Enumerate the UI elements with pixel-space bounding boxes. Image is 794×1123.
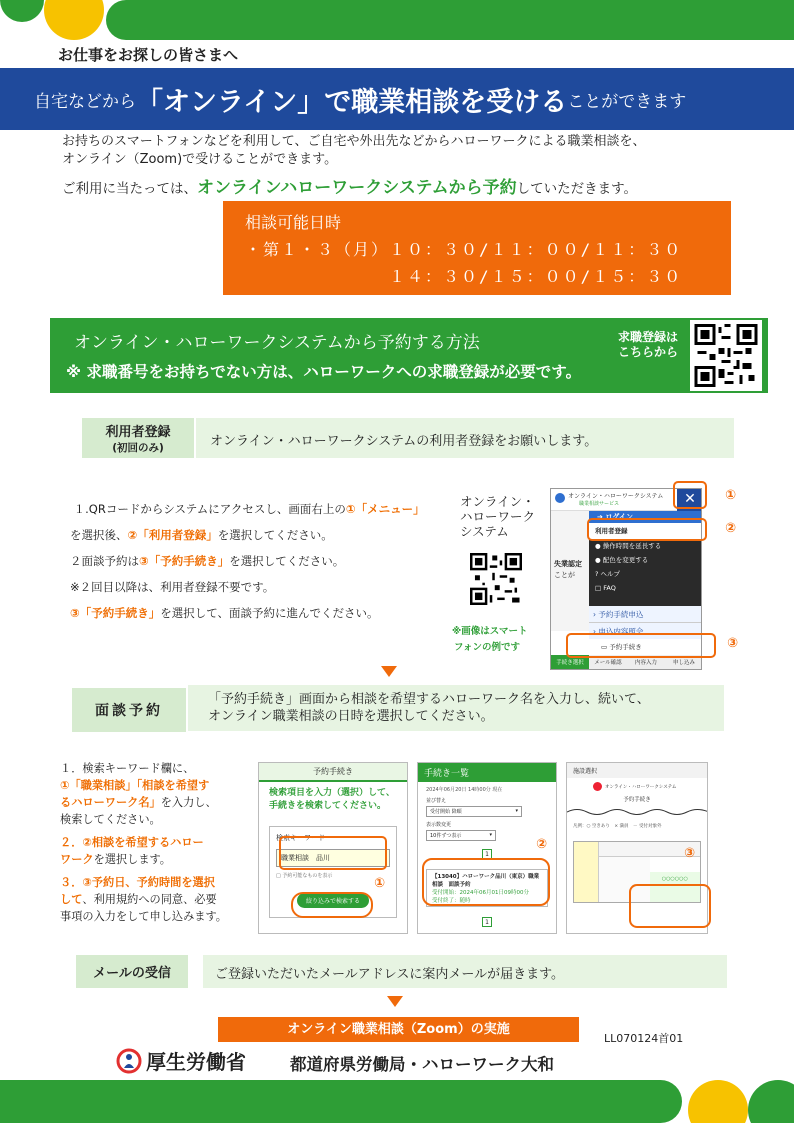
intro-line2: オンライン（Zoom)で受けることができます。	[62, 152, 338, 167]
phone-bg-text1: 失業認定	[554, 560, 582, 568]
menu-item-help[interactable]: ? ヘルプ	[595, 570, 621, 578]
shot1-search-button[interactable]: 絞り込みで検索する	[297, 893, 369, 908]
title-pre: 自宅などから	[34, 91, 136, 112]
step2-desc-line2: オンライン職業相談の日時を選択してください。	[208, 709, 494, 724]
app-logo-icon	[555, 493, 565, 503]
shot2-sort-select[interactable]	[426, 806, 522, 817]
phone-reserve-item[interactable]: ▭ 予約手続き	[551, 639, 702, 655]
highlight-register	[587, 518, 707, 541]
menu-item-color-label: 配色を変更する	[602, 556, 649, 564]
step2-l8-em: して	[60, 893, 83, 906]
step1-line2-emphasis: ②「利用者登録」	[127, 528, 218, 542]
close-icon[interactable]: ✕	[677, 489, 702, 511]
greeting: お仕事をお探しの皆さまへ	[58, 46, 239, 64]
shot2-item-line2: 受付終了：随時	[432, 898, 471, 904]
shot3-header	[567, 778, 707, 791]
step1-label	[82, 418, 194, 458]
organization-name: 都道府県労働局・ハローワーク大和	[290, 1055, 554, 1074]
shot3-highlight-slots	[629, 884, 711, 928]
menu-item-extend-label: 操作時間を延長する	[602, 542, 662, 550]
step2-instructions	[60, 760, 250, 925]
step2-l6-em: ワーク	[60, 853, 94, 866]
step2-l9: 事項の入力をして申し込みます。	[60, 910, 227, 923]
shot1-field-label: 検索キーワード	[276, 834, 325, 842]
image-note-line1: ※画像はスマート	[452, 626, 528, 637]
schedule-label: 相談可能日時	[245, 213, 342, 232]
list-item-inquiry[interactable]: › 申込内容照会	[589, 623, 702, 640]
shot3-marker: ③	[684, 846, 696, 861]
howto-banner	[50, 318, 768, 393]
step2-l7: ３．③予約日、予約時間を選択	[60, 876, 215, 889]
step2-label-text: 面談予約	[95, 703, 163, 719]
shot3-available-slots[interactable]: ○○○○○○	[650, 872, 700, 902]
step1-sublabel: (初回のみ)	[112, 442, 164, 454]
step1-line3-pre: ２面談予約は	[70, 554, 139, 568]
step3-label-text: メールの受信	[93, 966, 171, 981]
list-item-apply[interactable]: › 予約手続申込	[589, 606, 702, 623]
shot2-date: 2024年06月20日 14時00分 現在	[426, 787, 503, 793]
ministry-emblem-icon	[116, 1048, 142, 1074]
highlight-reserve	[566, 633, 716, 658]
step2-l5: ２．②相談を希望するハロー	[60, 836, 204, 849]
step2-l2: ①「職業相談」「相談を希望す	[60, 779, 210, 792]
step1-line5	[70, 600, 450, 626]
shot3-legend: 凡例：○ 空きあり × 満員 － 受付対象外	[573, 824, 662, 829]
step2-l6	[60, 851, 250, 868]
shot2-sort-label: 並び替え	[426, 798, 447, 804]
intro-line3-emphasis: オンラインハローワークシステムから予約	[197, 178, 517, 198]
shot2-count-label: 表示数変更	[426, 822, 452, 828]
top-decoration	[0, 0, 794, 40]
system-qr-code[interactable]	[470, 553, 522, 605]
marker-1: ①	[725, 488, 737, 503]
arrow-down-icon	[381, 666, 397, 677]
step2-desc-line1: 「予約手続き」画面から相談を希望するハローワーク名を入力し、続いて、	[208, 692, 650, 707]
step1-line3	[70, 548, 450, 574]
shot2-item-title: 【13040】ハローワーク品川（東京）職業相談 面談予約	[432, 874, 540, 888]
app-logo-icon	[593, 782, 602, 791]
step1-line1	[70, 496, 450, 522]
title-post: ことができます	[567, 91, 687, 112]
qr-label	[618, 330, 678, 360]
ministry-name: 厚生労働省	[146, 1050, 246, 1074]
system-label-line3: システム	[460, 524, 509, 539]
highlight-menu	[673, 481, 707, 509]
step1-line3-post: を選択してください。	[229, 554, 345, 568]
title-main: 「オンライン」で職業相談を受ける	[136, 86, 568, 118]
phone-tab-select[interactable]: 手続き選択	[551, 655, 589, 670]
step1-line5-post: を選択して、面談予約に進んでください。	[160, 606, 379, 620]
shot3-header-name: オンライン・ハローワークシステム	[605, 784, 677, 790]
step1-line4: ※２回目以降は、利用者登録不要です。	[70, 580, 275, 594]
step1-line1-emphasis: ①「メニュー」	[345, 502, 425, 516]
menu-item-register[interactable]: 利用者登録	[589, 523, 702, 539]
step2-description-box	[188, 685, 724, 731]
shot1-checkbox-label: 予約可能なものを表示	[282, 873, 333, 879]
shot1-marker: ①	[374, 876, 386, 891]
shot2-highlight-item	[422, 858, 550, 906]
menu-item-faq[interactable]: □ FAQ	[595, 584, 616, 592]
registration-qr-code[interactable]	[690, 320, 762, 391]
phone-tab-input[interactable]: 内容入力	[627, 655, 665, 670]
step2-l3-post: を入力し、	[160, 796, 217, 809]
system-label-line1: オンライン・	[460, 494, 535, 509]
intro-line1: お持ちのスマートフォンなどを利用して、ご自宅や外出先などからハローワークによる職業相談を、	[62, 134, 646, 149]
step3-label	[76, 955, 188, 988]
schedule-row2: １４：３０/１５：００/１５：３０	[245, 267, 683, 286]
step2-l8	[60, 891, 250, 908]
menu-item-faq-label: FAQ	[603, 584, 616, 592]
title-band	[0, 68, 794, 130]
shot2-count-value: 10件ずつ表示	[430, 833, 462, 839]
phone-app-sub: 職業相談サービス	[579, 501, 620, 507]
shot1-highlight-button	[291, 892, 373, 918]
step3-description-box	[203, 955, 727, 988]
menu-item-color[interactable]: ● 配色を変更する	[595, 556, 649, 564]
shot1-search-input[interactable]: 職業相談 品川	[276, 849, 390, 867]
bottom-decoration	[0, 1080, 794, 1123]
list-item-apply-label: 予約手続申込	[598, 610, 644, 619]
document-code: LL070124首01	[604, 1032, 684, 1045]
arrow-down-icon	[387, 996, 403, 1007]
step1-line2	[70, 522, 450, 548]
image-note	[452, 624, 528, 656]
intro-line3	[62, 173, 637, 198]
howto-title: オンライン・ハローワークシステムから予約する方法	[74, 333, 480, 353]
step1-line3-emphasis: ③「予約手続き」	[139, 554, 230, 568]
step2-l6-post: を選択します。	[93, 853, 171, 866]
list-item-inquiry-label: 申込内容照会	[598, 627, 644, 636]
shot1-prompt: 検索項目を入力（選択）して、手続きを検索してください。	[269, 788, 395, 811]
step1-line2-pre: を選択後、	[70, 528, 128, 542]
marker-2: ②	[725, 521, 737, 536]
intro-text	[62, 133, 742, 169]
chevron-down-icon: ▾	[489, 832, 492, 838]
phone-tab-mail[interactable]: メール確認	[589, 655, 627, 670]
shot2-title: 手続き一覧	[418, 763, 556, 782]
shot3-title: 施設選択	[567, 763, 707, 778]
phone-tab-apply[interactable]: 申し込み	[665, 655, 702, 670]
step1-label-text: 利用者登録	[105, 425, 171, 440]
step1-instructions	[70, 496, 450, 626]
system-label-line2: ハローワーク	[460, 509, 536, 524]
menu-item-login[interactable]: ➔ ログイン	[589, 511, 702, 523]
intro-line3-pre: ご利用に当たっては、	[62, 181, 197, 197]
final-step-label: オンライン職業相談（Zoom）の実施	[218, 1017, 579, 1042]
schedule-box	[223, 201, 731, 295]
qr-label-line2: こちらから	[618, 345, 679, 359]
qr-label-line1: 求職登録は	[618, 330, 679, 344]
phone-background	[551, 511, 589, 631]
shot2-marker: ②	[536, 837, 548, 852]
shot1-checkbox[interactable]: □ 予約可能なものを表示	[276, 873, 333, 879]
step1-line1-pre: １.QRコードからシステムにアクセスし、画面右上の	[73, 502, 346, 516]
menu-item-login-label: ログイン	[605, 513, 633, 521]
shot3-grid-label-col	[574, 842, 599, 902]
system-label	[460, 494, 535, 539]
shot3-sub: 予約手続き	[623, 797, 651, 803]
phone-reserve-label: 予約手続き	[609, 643, 642, 651]
image-note-line2: フォンの例です	[454, 642, 521, 653]
wave-divider	[567, 807, 708, 817]
step1-line2-post: を選択してください。	[217, 528, 333, 542]
menu-item-help-label: ヘルプ	[600, 570, 621, 578]
schedule-row1: ・第１・３（月）１０：３０/１１：００/１１：３０	[245, 240, 683, 259]
shot2-page-top[interactable]: 1	[482, 849, 492, 859]
shot2-page-bottom[interactable]: 1	[482, 917, 492, 927]
howto-note: ※ 求職番号をお持ちでない方は、ハローワークへの求職登録が必要です。	[66, 363, 582, 381]
shot2-count-select[interactable]	[426, 830, 496, 841]
step2-l1: １．検索キーワード欄に、	[60, 762, 195, 775]
shot1-title: 予約手続き	[259, 763, 407, 782]
step2-l3-em: るハローワーク名」	[60, 796, 161, 809]
step2-l4: 検索してください。	[60, 813, 161, 826]
chevron-down-icon: ▾	[515, 808, 518, 814]
step2-label	[72, 688, 186, 732]
step2-l8-post: 、利用規約への同意、必要	[82, 893, 217, 906]
step2-l3	[60, 794, 250, 811]
menu-item-extend[interactable]: ● 操作時間を延長する	[595, 542, 662, 550]
step1-description: オンライン・ハローワークシステムの利用者登録をお願いします。	[210, 434, 598, 449]
step1-description-box	[196, 418, 734, 458]
intro-line3-post: していただきます。	[516, 181, 638, 197]
marker-3: ③	[727, 636, 739, 651]
shot2-sort-value: 受付開始 降順	[430, 809, 462, 815]
ministry-logo	[116, 1046, 246, 1075]
step1-line5-emphasis: ③「予約手続き」	[70, 606, 161, 620]
shot1-highlight-input	[279, 836, 387, 870]
phone-app-title: オンライン・ハローワークシステム	[568, 493, 664, 500]
step3-description: ご登録いただいたメールアドレスに案内メールが届きます。	[215, 967, 565, 982]
phone-bg-text2: ことが	[554, 571, 575, 579]
shot2-item-line1: 受付開始：2024年06月01日09時00分	[432, 890, 529, 896]
